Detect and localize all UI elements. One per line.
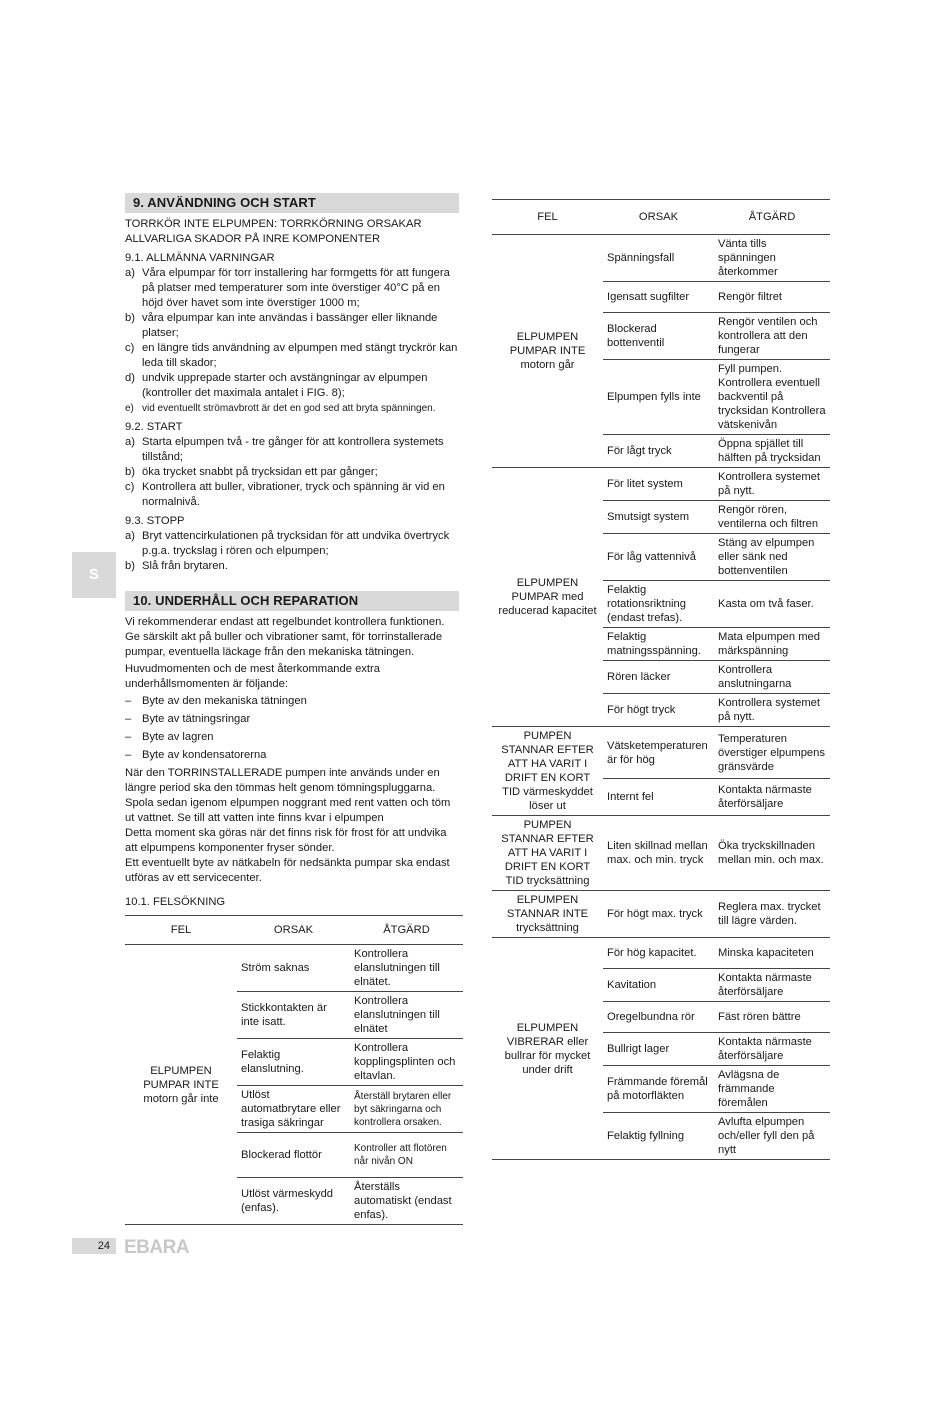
list-marker: d) (125, 372, 135, 384)
dash-marker: – (125, 713, 132, 725)
remedy-cell: Kontrollera elanslutningen till elnätet (350, 992, 463, 1039)
fault-cell: PUMPEN STANNAR EFTER ATT HA VARIT I DRIFT EN KORT TID trycksättning (492, 816, 603, 891)
subsection-9-1-title: 9.1. ALLMÄNNA VARNINGAR (125, 252, 275, 264)
ebara-logo (124, 1236, 204, 1256)
subsection-9-2-title: 9.2. START (125, 421, 183, 433)
list-item (125, 480, 460, 510)
remedy-cell: Rengör ventilen och kontrollera att den fungerar (714, 313, 830, 360)
cause-cell: Utlöst automatbrytare eller trasiga säkringar (237, 1086, 350, 1133)
maintenance-paragraph-5: Ett eventuellt byte av nätkabeln för nedsänkta pumpar ska endast utföras av ett servicecenter. (125, 857, 450, 884)
table-row (492, 938, 830, 969)
remedy-cell: Temperaturen överstiger elpumpens gränsvärde (714, 727, 830, 779)
cause-cell: Felaktig elanslutning. (237, 1039, 350, 1086)
cause-cell: Smutsigt system (603, 501, 714, 534)
dry-run-warning: TORRKÖR INTE ELPUMPEN: TORRKÖRNING ORSAKAR ALLVARLIGA SKADOR PÅ INRE KOMPONENTER (125, 218, 422, 245)
list-item (125, 712, 460, 727)
dash-marker: – (125, 749, 132, 761)
remedy-cell: Avlägsna de främmande föremålen (714, 1066, 830, 1113)
list-text: öka trycket snabbt på trycksidan ett par gånger; (142, 466, 378, 478)
maintenance-paragraph-2: Huvudmomenten och de mest återkommande extra underhållsmomenten är följande: (125, 663, 380, 690)
list-item (125, 266, 460, 311)
cause-cell: För högt tryck (603, 694, 714, 727)
cause-cell: För hög kapacitet. (603, 938, 714, 969)
general-warnings-list (125, 266, 460, 416)
list-item (125, 401, 460, 416)
list-text: Slå från brytaren. (142, 560, 228, 572)
cause-cell: Utlöst värmeskydd (enfas). (237, 1178, 350, 1225)
table-row (492, 727, 830, 779)
remedy-cell: Stäng av elpumpen eller sänk ned bottenventilen (714, 534, 830, 581)
list-text: Byte av lagren (142, 731, 214, 743)
list-marker: b) (125, 312, 135, 324)
list-marker: b) (125, 466, 135, 478)
list-item (125, 730, 460, 745)
remedy-cell: Kontrollera systemet på nytt. (714, 694, 830, 727)
maintenance-paragraph-3: När den TORRINSTALLERADE pumpen inte används under en längre period ska den tömmas helt genom tömningspluggarna. Spola sedan igenom elpumpen noggrant med rent vatten och töm ut vattnet. Se till att vatten inte finns kvar i elpumpen (125, 767, 451, 824)
list-text: Byte av den mekaniska tätningen (142, 695, 307, 707)
remedy-cell: Återställ brytaren eller byt säkringarna och kontrollera orsaken. (350, 1086, 463, 1133)
cause-cell: Vätsketemperaturen är för hög (603, 727, 714, 779)
header-fel: FEL (492, 200, 603, 235)
fault-cell: ELPUMPEN STANNAR INTE trycksättning (492, 891, 603, 938)
table-row (492, 235, 830, 282)
page-number: 24 (72, 1238, 116, 1254)
list-text: vid eventuellt strömavbrott är det en god sed att bryta spänningen. (142, 403, 436, 414)
remedy-cell: Reglera max. trycket till lägre värden. (714, 891, 830, 938)
remedy-cell: Kontrollera systemet på nytt. (714, 468, 830, 501)
remedy-cell: Avlufta elpumpen och/eller fyll den på nytt (714, 1113, 830, 1160)
list-marker: a) (125, 436, 135, 448)
list-marker: a) (125, 267, 135, 279)
fault-cell: ELPUMPEN PUMPAR INTE motorn går inte (125, 945, 237, 1225)
list-item (125, 435, 460, 465)
remedy-cell: Öka tryckskillnaden mellan min. och max. (714, 816, 830, 891)
header-fel: FEL (125, 916, 237, 945)
list-marker: a) (125, 530, 135, 542)
list-marker: b) (125, 560, 135, 572)
list-text: undvik upprepade starter och avstängningar av elpumpen (kontroller det maximala antalet i FIG. 8); (142, 372, 428, 399)
fault-cell: ELPUMPEN PUMPAR med reducerad kapacitet (492, 468, 603, 727)
list-marker: c) (125, 481, 135, 493)
section-10-heading: 10. UNDERHÅLL OCH REPARATION (125, 591, 459, 611)
remedy-cell: Vänta tills spänningen återkommer (714, 235, 830, 282)
cause-cell: Oregelbundna rör (603, 1002, 714, 1033)
cause-cell: För låg vattennivå (603, 534, 714, 581)
remedy-cell: Rengör filtret (714, 282, 830, 313)
dash-marker: – (125, 695, 132, 707)
cause-cell: Främmande föremål på motorfläkten (603, 1066, 714, 1113)
cause-cell: För litet system (603, 468, 714, 501)
cause-cell: Felaktig fyllning (603, 1113, 714, 1160)
list-text: Bryt vattencirkulationen på trycksidan för att undvika övertryck p.g.a. tryckslag i rören och elpumpen; (142, 530, 450, 557)
remedy-cell: Kasta om två faser. (714, 581, 830, 628)
remedy-cell: Kontakta närmaste återförsäljare (714, 969, 830, 1002)
maintenance-paragraph-1: Vi rekommenderar endast att regelbundet kontrollera funktionen. Ge särskilt akt på buller och vibrationer samt, för torrinstallerade pumpar, eventuella läckage från den mekaniska tätningen. (125, 616, 445, 658)
subsection-10-1-title: 10.1. FELSÖKNING (125, 896, 226, 908)
remedy-cell: Mata elpumpen med märkspänning (714, 628, 830, 661)
fault-cell: ELPUMPEN PUMPAR INTE motorn går (492, 235, 603, 468)
fault-cell: ELPUMPEN VIBRERAR eller bullrar för mycket under drift (492, 938, 603, 1160)
start-list (125, 435, 460, 510)
remedy-cell: Kontrollera kopplingsplinten och eltavlan. (350, 1039, 463, 1086)
cause-cell: Felaktig rotationsriktning (endast trefas). (603, 581, 714, 628)
cause-cell: Elpumpen fylls inte (603, 360, 714, 435)
logo-text: EBARA (124, 1237, 190, 1256)
list-text: Kontrollera att buller, vibrationer, tryck och spänning är vid en normalnivå. (142, 481, 445, 508)
cause-cell: Ström saknas (237, 945, 350, 992)
list-text: Byte av kondensatorerna (142, 749, 267, 761)
remedy-cell: Kontakta närmaste återförsäljare (714, 1033, 830, 1066)
list-item (125, 694, 460, 709)
cause-cell: Igensatt sugfilter (603, 282, 714, 313)
table-row (492, 468, 830, 501)
cause-cell: Kavitation (603, 969, 714, 1002)
table-row (492, 891, 830, 938)
header-orsak: ORSAK (603, 200, 714, 235)
cause-cell: Bullrigt lager (603, 1033, 714, 1066)
cause-cell: Blockerad flottör (237, 1133, 350, 1178)
list-marker: c) (125, 342, 135, 354)
list-item (125, 465, 460, 480)
cause-cell: För högt max. tryck (603, 891, 714, 938)
cause-cell: Stickkontakten är inte isatt. (237, 992, 350, 1039)
section-10-body (125, 615, 460, 910)
list-item (125, 341, 460, 371)
troubleshooting-table-right (492, 199, 830, 1160)
remedy-cell: Rengör rören, ventilerna och filtren (714, 501, 830, 534)
table-row (125, 945, 463, 992)
remedy-cell: Återställs automatiskt (endast enfas). (350, 1178, 463, 1225)
list-text: Byte av tätningsringar (142, 713, 251, 725)
troubleshooting-table-left (125, 915, 463, 1225)
maintenance-tasks-list (125, 694, 460, 763)
table-row (492, 816, 830, 891)
list-text: Våra elpumpar för torr installering har formgetts för att fungera på platser med temperaturer som inte överstiger 40°C på en höjd över havet som inte överstiger 1000 m; (142, 267, 450, 309)
header-orsak: ORSAK (237, 916, 350, 945)
list-marker: e) (125, 403, 134, 414)
remedy-cell: Kontrollera elanslutningen till elnätet. (350, 945, 463, 992)
cause-cell: Spänningsfall (603, 235, 714, 282)
dash-marker: – (125, 731, 132, 743)
cause-cell: Felaktig matningsspänning. (603, 628, 714, 661)
remedy-cell: Kontrollera anslutningarna (714, 661, 830, 694)
cause-cell: Rören läcker (603, 661, 714, 694)
remedy-cell: Kontakta närmaste återförsäljare (714, 779, 830, 816)
fault-cell: PUMPEN STANNAR EFTER ATT HA VARIT I DRIFT EN KORT TID värmeskyddet löser ut (492, 727, 603, 816)
cause-cell: Blockerad bottenventil (603, 313, 714, 360)
remedy-cell: Kontroller att flotören når nivån ON (350, 1133, 463, 1178)
remedy-cell: Fäst rören bättre (714, 1002, 830, 1033)
cause-cell: För lågt tryck (603, 435, 714, 468)
remedy-cell: Öppna spjället till hälften på trycksidan (714, 435, 830, 468)
subsection-9-3-title: 9.3. STOPP (125, 515, 185, 527)
list-item (125, 559, 460, 574)
list-item (125, 529, 460, 559)
list-text: våra elpumpar kan inte användas i bassänger eller liknande platser; (142, 312, 438, 339)
cause-cell: Internt fel (603, 779, 714, 816)
header-atgard: ÅTGÄRD (714, 200, 830, 235)
remedy-cell: Minska kapaciteten (714, 938, 830, 969)
list-item (125, 748, 460, 763)
list-text: Starta elpumpen två - tre gånger för att kontrollera systemets tillstånd; (142, 436, 444, 463)
list-item (125, 311, 460, 341)
section-9-heading: 9. ANVÄNDNING OCH START (125, 193, 459, 213)
section-9-body (125, 217, 460, 574)
maintenance-paragraph-4: Detta moment ska göras när det finns risk för frost för att undvika att elpumpens komponenter fryser sönder. (125, 827, 447, 854)
header-atgard: ÅTGÄRD (350, 916, 463, 945)
list-item (125, 371, 460, 401)
stop-list (125, 529, 460, 574)
list-text: en längre tids användning av elpumpen med stängt tryckrör kan leda till skador; (142, 342, 458, 369)
cause-cell: Liten skillnad mellan max. och min. tryck (603, 816, 714, 891)
remedy-cell: Fyll pumpen. Kontrollera eventuell backventil på trycksidan Kontrollera vätskenivån (714, 360, 830, 435)
language-side-tab: S (72, 552, 116, 598)
